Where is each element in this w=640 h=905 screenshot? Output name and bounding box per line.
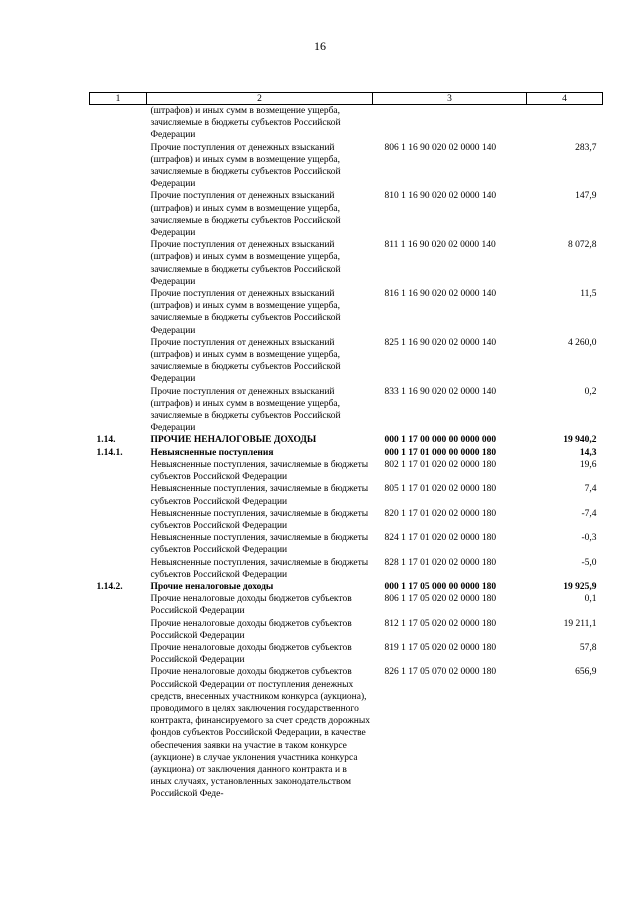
table-row xyxy=(90,532,603,556)
row-number xyxy=(90,337,147,386)
table-body xyxy=(90,105,603,801)
table-row xyxy=(90,447,603,459)
row-name: Невыясненные поступления, зачисляемые в бюджеты субъектов Российской Федерации xyxy=(150,508,369,531)
row-number: 1.14.2. xyxy=(96,581,123,592)
row-amount: -0,3 xyxy=(581,533,597,544)
row-name: Прочие неналоговые доходы бюджетов субъектов Российской Федерации xyxy=(150,594,352,617)
header-col-4: 4 xyxy=(527,93,603,105)
row-code: 820 1 17 01 020 02 0000 180 xyxy=(384,508,497,519)
row-code: 806 1 17 05 020 02 0000 180 xyxy=(384,594,497,605)
row-amount: 0,2 xyxy=(584,386,597,397)
row-code: 812 1 17 05 020 02 0000 180 xyxy=(384,618,497,629)
table-row xyxy=(90,386,603,435)
row-amount: 283,7 xyxy=(575,142,597,153)
row-name: Невыясненные поступления, зачисляемые в бюджеты субъектов Российской Федерации xyxy=(150,459,369,483)
row-name: Прочие поступления от денежных взысканий (штрафов) и иных сумм в возмещение ущерба, зачисляемые в бюджеты субъектов Российской Федерации xyxy=(150,142,341,190)
row-amount: 656,9 xyxy=(575,667,597,678)
row-number xyxy=(90,239,147,288)
row-code: 824 1 17 01 020 02 0000 180 xyxy=(384,533,497,544)
table-row xyxy=(90,459,603,483)
row-number xyxy=(90,459,147,483)
row-code: 810 1 16 90 020 02 0000 140 xyxy=(384,191,497,202)
table-row xyxy=(90,483,603,507)
row-number xyxy=(90,105,147,142)
table-row xyxy=(90,337,603,386)
row-name: Прочие поступления от денежных взысканий (штрафов) и иных сумм в возмещение ущерба, зачисляемые в бюджеты субъектов Российской Федерации xyxy=(150,386,341,434)
table-row xyxy=(90,618,603,642)
row-code: 811 1 16 90 020 02 0000 140 xyxy=(384,240,496,251)
row-name: Прочие неналоговые доходы бюджетов субъектов Российской Федерации от поступления денежных средств, внесенных участником конкурса (аукциона), проводимого в целях заключения государственного контракта, финансируемого за счет средств дорожных фондов субъектов Российской Федерации, в качестве обеспечения заявки на участие в таком конкурсе (аукционе) в случае уклонения участника конкурса (аукциона) от заключения данного контракта и в иных случаях, установленных законодательством Российской Феде- xyxy=(150,667,371,800)
row-amount: 4 260,0 xyxy=(568,337,597,348)
row-number xyxy=(90,508,147,532)
table-row xyxy=(90,105,603,142)
table-row xyxy=(90,190,603,239)
row-code: 828 1 17 01 020 02 0000 180 xyxy=(384,557,497,568)
revenue-table xyxy=(89,92,603,801)
row-name: Прочие поступления от денежных взысканий (штрафов) и иных сумм в возмещение ущерба, зачисляемые в бюджеты субъектов Российской Федерации xyxy=(150,240,341,287)
table-row xyxy=(90,581,603,593)
header-col-2: 2 xyxy=(147,93,373,105)
row-amount: 14,3 xyxy=(579,447,597,458)
row-name: ПРОЧИЕ НЕНАЛОГОВЫЕ ДОХОДЫ xyxy=(150,435,317,446)
row-amount: 7,4 xyxy=(584,484,597,495)
row-code: 833 1 16 90 020 02 0000 140 xyxy=(384,386,497,397)
row-code: 816 1 16 90 020 02 0000 140 xyxy=(384,289,497,300)
row-name: Невыясненные поступления, зачисляемые в бюджеты субъектов Российской Федерации xyxy=(150,484,369,507)
header-col-1: 1 xyxy=(90,93,147,105)
row-amount: -5,0 xyxy=(581,557,597,568)
page-number: 16 xyxy=(314,39,326,53)
row-code: 000 1 17 05 000 00 0000 180 xyxy=(384,581,497,592)
row-name: Прочие поступления от денежных взысканий (штрафов) и иных сумм в возмещение ущерба, зачисляемые в бюджеты субъектов Российской Федерации xyxy=(150,191,341,239)
header-col-3: 3 xyxy=(373,93,527,105)
row-name: Невыясненные поступления xyxy=(150,447,274,458)
row-amount: 8 072,8 xyxy=(568,240,597,251)
table-row xyxy=(90,593,603,617)
row-number xyxy=(90,190,147,239)
table-row xyxy=(90,642,603,666)
row-number xyxy=(90,288,147,337)
row-code: 826 1 17 05 070 02 0000 180 xyxy=(384,667,497,678)
row-code: 000 1 17 01 000 00 0000 180 xyxy=(384,447,497,458)
row-amount: 0,1 xyxy=(584,594,597,605)
row-code: 806 1 16 90 020 02 0000 140 xyxy=(384,142,497,153)
row-number: 1.14. xyxy=(96,435,116,446)
row-name: Прочие неналоговые доходы бюджетов субъектов Российской Федерации xyxy=(150,618,352,641)
row-code xyxy=(373,105,527,142)
row-number xyxy=(90,557,147,581)
row-amount: 19 211,1 xyxy=(563,618,597,629)
row-code: 000 1 17 00 000 00 0000 000 xyxy=(384,435,497,446)
table-row xyxy=(90,508,603,532)
row-amount: 19 940,2 xyxy=(563,435,597,446)
row-number xyxy=(90,666,147,800)
row-number: 1.14.1. xyxy=(96,447,123,458)
row-amount: 19 925,9 xyxy=(563,581,597,592)
row-amount: 57,8 xyxy=(579,642,597,653)
row-name: Прочие неналоговые доходы xyxy=(150,581,274,592)
row-number xyxy=(90,618,147,642)
row-amount: -7,4 xyxy=(581,508,597,519)
row-number xyxy=(90,142,147,191)
row-code: 802 1 17 01 020 02 0000 180 xyxy=(384,459,497,470)
table-row xyxy=(90,288,603,337)
row-name: (штрафов) и иных сумм в возмещение ущерба, зачисляемые в бюджеты субъектов Российской Федерации xyxy=(150,106,341,141)
table-row xyxy=(90,142,603,191)
row-number xyxy=(90,642,147,666)
row-amount: 19,6 xyxy=(579,459,597,470)
table-row xyxy=(90,666,603,800)
row-code: 805 1 17 01 020 02 0000 180 xyxy=(384,484,497,495)
row-number xyxy=(90,532,147,556)
table-row xyxy=(90,434,603,446)
row-amount xyxy=(527,105,603,142)
row-name: Прочие неналоговые доходы бюджетов субъектов Российской Федерации xyxy=(150,642,352,666)
row-amount: 11,5 xyxy=(580,289,597,300)
row-name: Невыясненные поступления, зачисляемые в бюджеты субъектов Российской Федерации xyxy=(150,557,369,580)
row-code: 819 1 17 05 020 02 0000 180 xyxy=(384,642,497,653)
row-number xyxy=(90,386,147,435)
row-number xyxy=(90,483,147,507)
row-code: 825 1 16 90 020 02 0000 140 xyxy=(384,337,497,348)
table-row xyxy=(90,239,603,288)
table-row xyxy=(90,557,603,581)
row-amount: 147,9 xyxy=(575,191,597,202)
row-name: Прочие поступления от денежных взысканий (штрафов) и иных сумм в возмещение ущерба, зачисляемые в бюджеты субъектов Российской Федерации xyxy=(150,289,341,336)
row-name: Прочие поступления от денежных взысканий (штрафов) и иных сумм в возмещение ущерба, зачисляемые в бюджеты субъектов Российской Федерации xyxy=(150,337,341,385)
table-header-row xyxy=(90,93,603,105)
row-number xyxy=(90,593,147,617)
row-name: Невыясненные поступления, зачисляемые в бюджеты субъектов Российской Федерации xyxy=(150,533,369,556)
